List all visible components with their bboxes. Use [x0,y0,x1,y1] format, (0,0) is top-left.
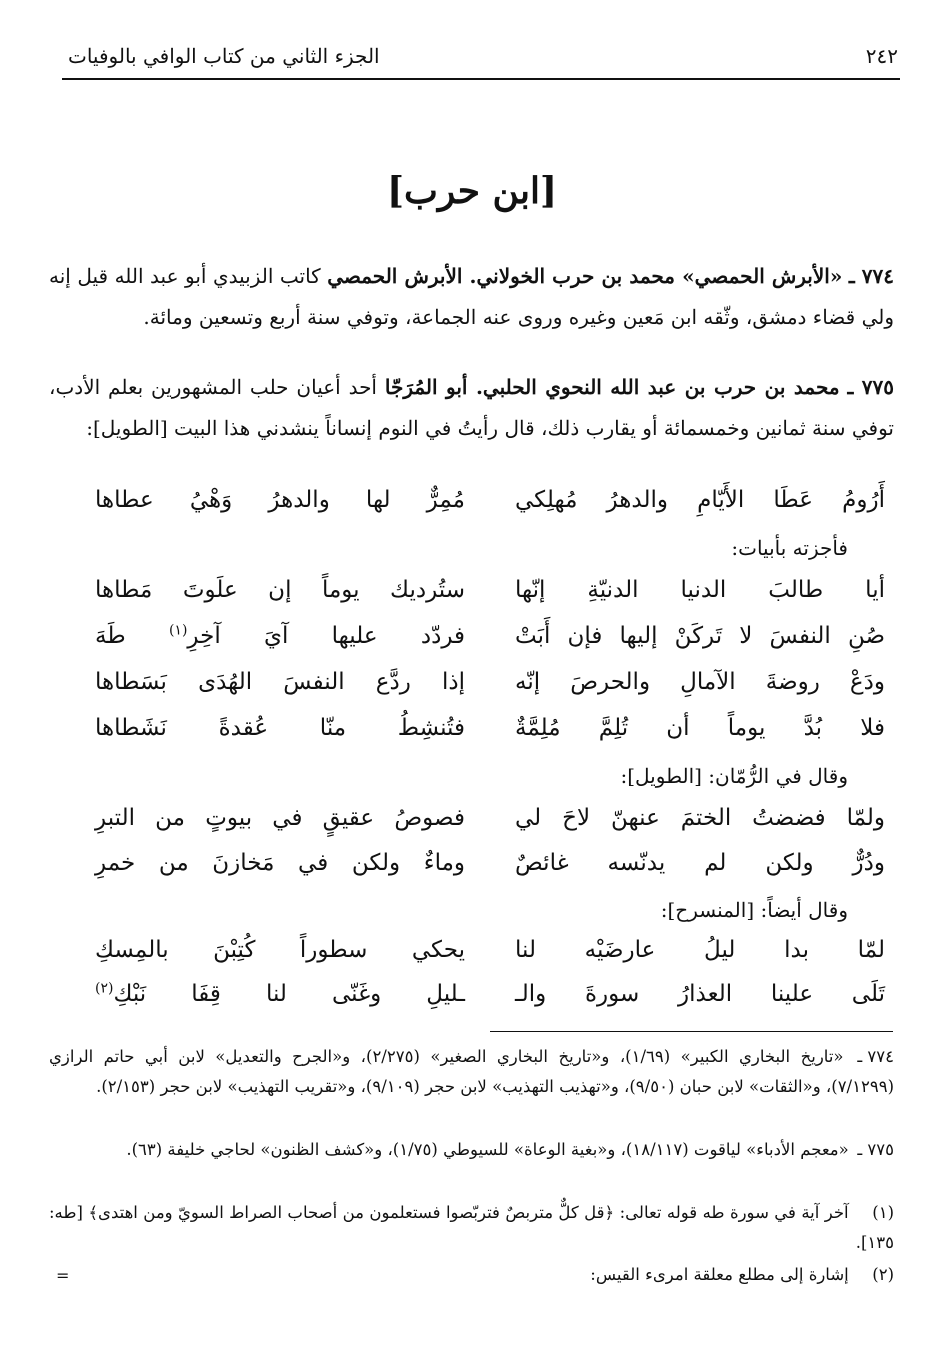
verse-second-hemistich: ستُرديك يوماً إن علَوتَ مَطاها [95,577,465,603]
footnote-text: آخر آية في سورة طه قوله تعالى: ﴿قل كلٌّ متربصٌ فتربّصوا فستعلمون من أصحاب الصراط السويّ ومن اهتدى﴾ [طه: ١٣٥]. [49,1203,894,1252]
verse-second-hemistich: مُمِرٌّ لها والدهرُ وَهْيُ عطاها [95,487,465,513]
entry-text: كاتب الزبيدي أبو عبد الله قيل إنه ولي قضاء دمشق، وثّقه ابن مَعين وغيره وروى عنه الجماعة، وتوفي سنة أربع وتسعين ومائة. [49,264,894,329]
footnote-marker: (٢) [95,980,114,997]
verse-first-hemistich: تَلَى علينا العذارُ سورةَ والـ [515,981,885,1007]
section-title: [ابن حرب] [386,170,558,212]
footnote-separator [490,1031,893,1032]
footnote-number: (١) [872,1203,894,1222]
footnote-775 [49,1135,894,1165]
hemistich-end: طَهَ [95,623,126,649]
footnote-number: ٧٧٥ ـ [857,1140,894,1159]
verse-second-hemistich: وماءٌ ولكن في مَخازنَ من خمرِ [95,850,465,876]
hemistich-text: فردّد عليها آيَ آخِرِ [187,623,466,649]
verse-second-hemistich: فتُنشِطُ منّا عُقدةً نَشَطاها [95,715,465,741]
entry-text: أحد أعيان حلب المشهورين بعلم الأدب، توفي سنة ثمانين وخمسمائة أو يقارب ذلك، قال رأيتُ في النوم إنساناً ينشدني هذا البيت [الطويل]: [49,375,894,440]
entry-number: ٧٧٥ ـ [847,375,894,399]
verse-line [95,974,885,1014]
entry-name: «الأبرش الحمصي» محمد بن حرب الخولاني. الأبرش الحمصي [327,264,843,288]
verse-first-hemistich: أيا طالبَ الدنيا الدنيّةِ إنّها [515,577,885,603]
verse-first-hemistich: أَرُومُ عَطَا الأَيّامِ والدهرُ مُهلِكي [515,487,885,513]
running-title: الجزء الثاني من كتاب الوافي بالوفيات [68,44,380,68]
verse-line [95,616,885,656]
verse-line [95,480,885,520]
verse-line [95,843,885,883]
verse-second-hemistich: فصوصُ عقيقٍ في بيوتٍ من التبرِ [95,805,465,831]
verse-second-hemistich [95,616,465,656]
verse-intro: فأجزته بأبيات: [731,536,848,560]
header-rule [62,78,900,80]
footnote-text: إشارة إلى مطلع معلقة امرىء القيس: [590,1265,849,1284]
entry-name: محمد بن حرب بن عبد الله النحوي الحلبي. أبو المُرَجّا [384,375,840,399]
footnote-text: «تاريخ البخاري الكبير» (١/٦٩)، و«تاريخ البخاري الصغير» (٢/٢٧٥)، و«الجرح والتعديل» لابن أبي حاتم الرازي (٧/١٢٩٩)، و«الثقات» لابن حبان (٩/٥٠)، و«تهذيب التهذيب» لابن حجر (٩/١٠٩)، و«تقريب التهذيب» لابن حجر (٢/١٥٣). [49,1047,894,1096]
verse-first-hemistich: فلا بُدَّ يوماً أن تُلِمَّ مُلِمَّةٌ [515,715,885,741]
page-header [68,36,898,76]
footnote-text: «معجم الأدباء» لياقوت (١٨/١١٧)، و«بغية الوعاة» للسيوطي (١/٧٥)، و«كشف الظنون» لحاجي خليفة (٦٣). [126,1140,849,1159]
verse-first-hemistich: ودَعْ روضةَ الآمالِ والحرصَ إنّه [515,669,885,695]
verse-second-hemistich: يحكي سطوراً كُتِبْنَ بالمِسكِ [95,937,465,963]
biography-entry-775 [49,367,894,449]
verse-line [95,662,885,702]
verse-first-hemistich: ولمّا فضضتُ الختمَ عنهنّ لاحَ لي [515,805,885,831]
footnote-2 [49,1260,894,1290]
verse-second-hemistich: إذا ردَّع النفسَ الهُدَى بَسَطاها [95,669,465,695]
verse-first-hemistich: ودُرٌّ ولكن لم يدنّسه غائصٌ [515,850,885,876]
verse-intro: وقال أيضاً: [المنسرح]: [660,898,848,922]
page-number: ٢٤٢ [865,44,898,68]
verse-line [95,708,885,748]
verse-line [95,570,885,610]
biography-entry-774 [49,256,894,338]
verse-line [95,930,885,970]
verse-line [95,798,885,838]
verse-first-hemistich: صُنِ النفسَ لا تَركَنْ إليها فإن أَبَتْ [515,623,885,649]
verse-second-hemistich [95,974,465,1014]
hemistich-text: ـليلِ وغَنّى لنا قِفَا نَبْكِ [113,981,465,1007]
footnote-marker: (١) [168,622,188,639]
verse-first-hemistich: لمّا بدا ليلُ عارضَيْه لنا [515,937,885,963]
footnote-1 [49,1198,894,1258]
entry-number: ٧٧٤ ـ [848,264,895,288]
verse-intro: وقال في الرُّمّان: [الطويل]: [620,764,848,788]
footnote-number: ٧٧٤ ـ [857,1047,894,1066]
continuation-mark: = [56,1266,70,1285]
footnote-number: (٢) [872,1265,894,1284]
footnote-774 [49,1042,894,1102]
